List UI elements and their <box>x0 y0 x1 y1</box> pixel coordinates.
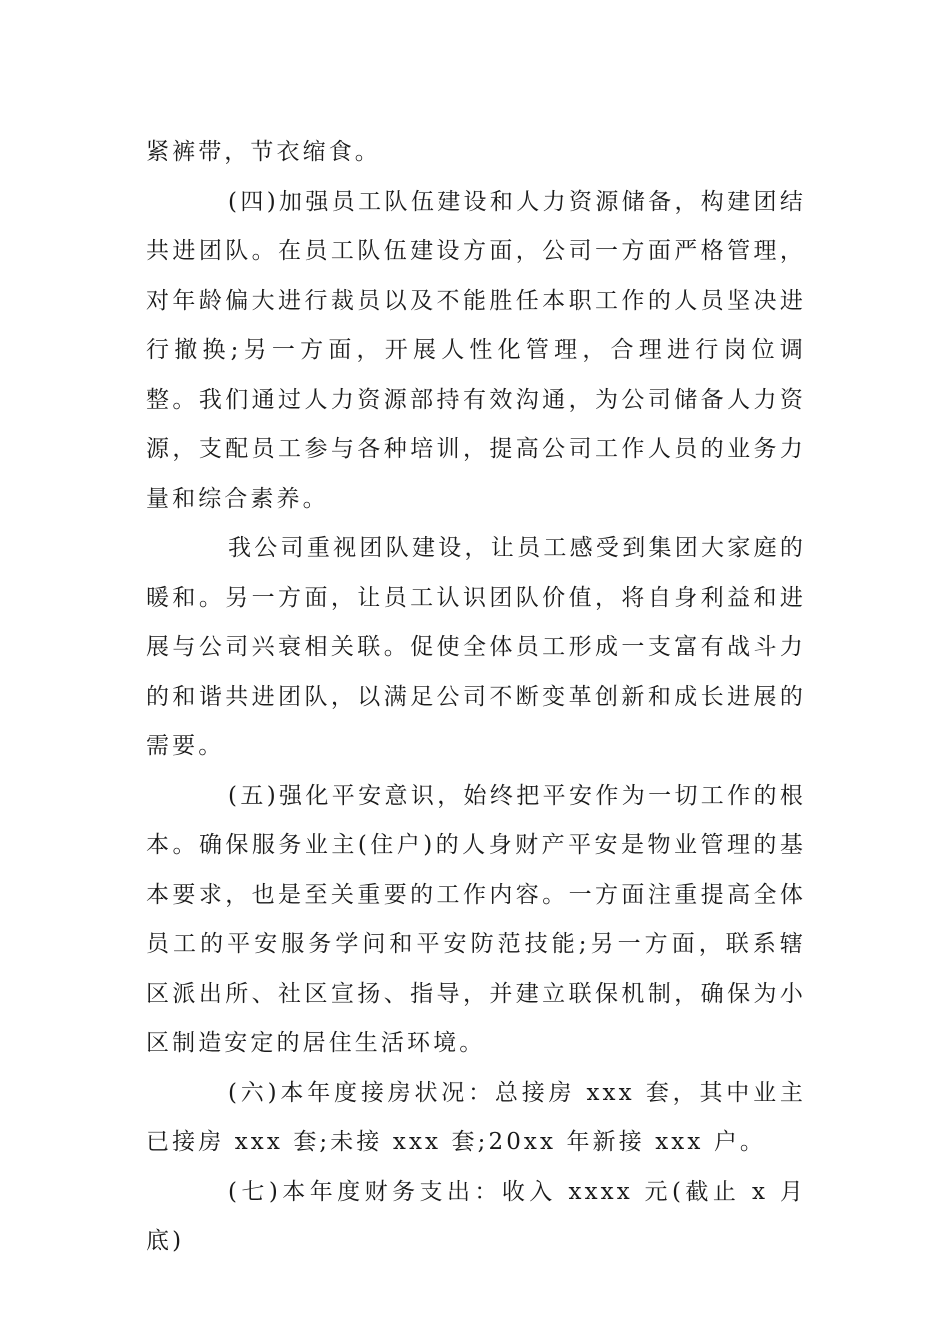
paragraph-section-4: (四)加强员工队伍建设和人力资源储备，构建团结共进团队。在员工队伍建设方面，公司一方面严格管理，对年龄偏大进行裁员以及不能胜任本职工作的人员坚决进行撤换;另一方面，开展人性化管理，合理进行岗位调整。我们通过人力资源部持有效沟通，为公司储备人力资源，支配员工参与各种培训，提高公司工作人员的业务力量和综合素养。 <box>146 188 806 512</box>
paragraph-team-building: 我公司重视团队建设，让员工感受到集团大家庭的暖和。另一方面，让员工认识团队价值，将自身利益和进展与公司兴衰相关联。促使全体员工形成一支富有战斗力的和谐共进团队，以满足公司不断变革创新和成长进展的需要。 <box>146 535 806 759</box>
document-body <box>146 128 806 1267</box>
paragraph-section-6: (六)本年度接房状况：总接房 xxx 套，其中业主已接房 xxx 套;未接 xxx 套;20xx 年新接 xxx 户。 <box>146 1079 806 1155</box>
paragraph-continuation: 紧裤带，节衣缩食。 <box>146 139 381 165</box>
paragraph-section-5: (五)强化平安意识，始终把平安作为一切工作的根本。确保服务业主(住户)的人身财产平安是物业管理的基本要求，也是至关重要的工作内容。一方面注重提高全体员工的平安服务学问和平安防范技能;另一方面，联系辖区派出所、社区宣扬、指导，并建立联保机制，确保为小区制造安定的居住生活环境。 <box>146 782 806 1056</box>
paragraph-section-7: (七)本年度财务支出：收入 xxxx 元(截止 x 月底) <box>146 1178 806 1254</box>
